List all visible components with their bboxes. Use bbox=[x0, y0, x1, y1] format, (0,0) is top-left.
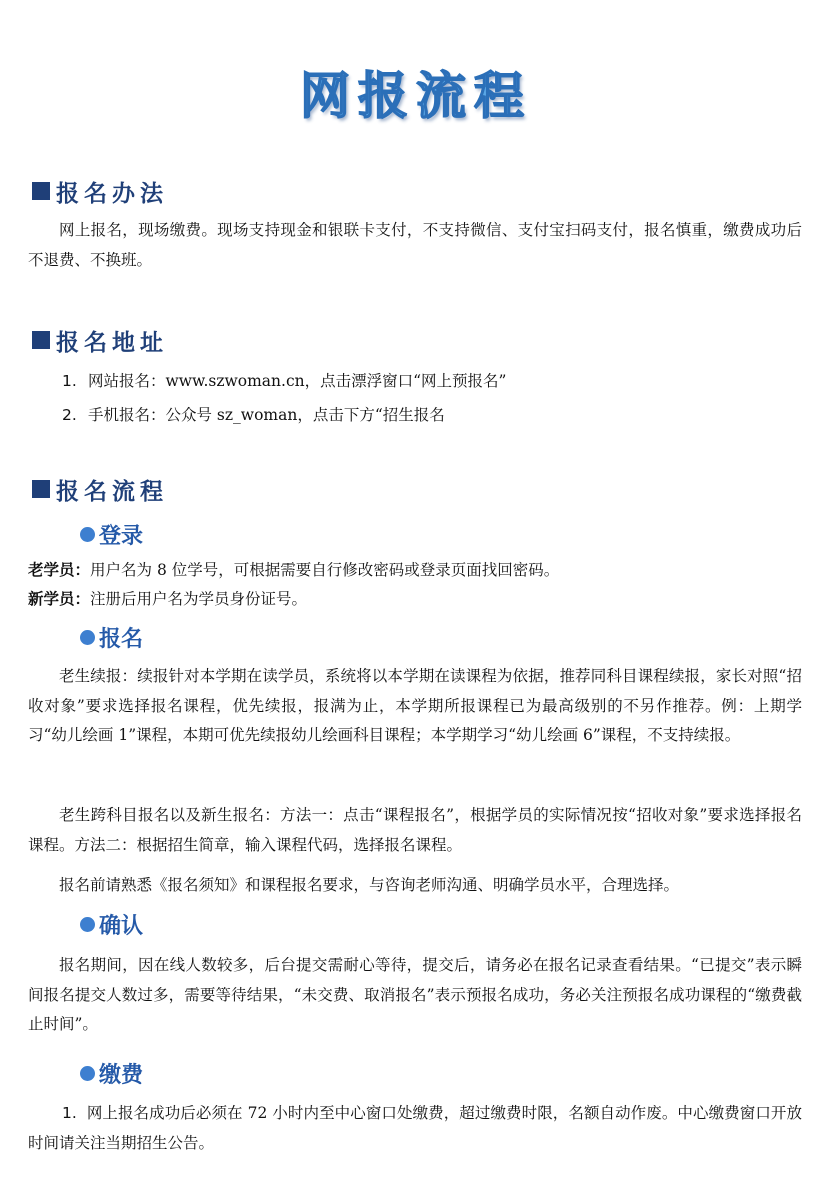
subheading-text: 确认 bbox=[99, 913, 144, 939]
address-item-website bbox=[62, 368, 506, 394]
new-student-label: 新学员： bbox=[28, 589, 91, 608]
square-bullet-icon bbox=[32, 182, 50, 200]
page-title: 网报流程 bbox=[300, 67, 532, 125]
method-paragraph: 网上报名，现场缴费。现场支持现金和银联卡支付，不支持微信、支付宝扫码支付，报名慎重，缴费成功后不退费、不换班。 bbox=[28, 221, 802, 269]
list-number: 1. bbox=[62, 372, 77, 390]
section-heading-text: 报名办法 bbox=[56, 180, 168, 207]
old-student-label: 老学员： bbox=[28, 560, 91, 579]
list-number: 2. bbox=[62, 406, 77, 424]
login-old-student bbox=[28, 557, 802, 583]
subheading-text: 报名 bbox=[99, 626, 144, 652]
circle-bullet-icon bbox=[80, 527, 95, 542]
section-heading-text: 报名地址 bbox=[56, 329, 168, 356]
circle-bullet-icon bbox=[80, 917, 95, 932]
list-number: 1. bbox=[62, 1104, 77, 1122]
circle-bullet-icon bbox=[80, 1066, 95, 1081]
subheading-text: 登录 bbox=[99, 523, 144, 549]
confirm-paragraph: 报名期间，因在线人数较多，后台提交需耐心等待，提交后，请务必在报名记录查看结果。“已提交”表示瞬间报名提交人数过多，需要等待结果，“未交费、取消报名”表示预报名成功，务必关注预报名成功课程的“缴费截止时间”。 bbox=[28, 956, 802, 1033]
section-heading-address bbox=[32, 324, 168, 356]
list-item-text: 网站报名：www.szwoman.cn，点击漂浮窗口“网上预报名” bbox=[88, 372, 507, 390]
subheading-text: 缴费 bbox=[99, 1062, 144, 1088]
square-bullet-icon bbox=[32, 480, 50, 498]
section-heading-text: 报名流程 bbox=[56, 478, 168, 505]
subheading-payment bbox=[80, 1058, 143, 1088]
payment-paragraph bbox=[28, 1098, 802, 1158]
address-item-mobile bbox=[62, 402, 445, 428]
login-new-student bbox=[28, 586, 802, 612]
subheading-confirm bbox=[80, 909, 143, 939]
circle-bullet-icon bbox=[80, 630, 95, 645]
list-item-text: 手机报名：公众号 sz_woman，点击下方“招生报名 bbox=[88, 406, 445, 424]
new-student-text: 注册后用户名为学员身份证号。 bbox=[90, 590, 308, 608]
subheading-signup bbox=[80, 622, 143, 652]
signup-paragraph-renewal: 老生续报：续报针对本学期在读学员，系统将以本学期在读课程为依据，推荐同科目课程续报，家长对照“招收对象”要求选择报名课程，优先续报，报满为止，本学期所报课程已为最高级别的不另作推荐。例：上期学习“幼儿绘画 1”课程，本期可优先续报幼儿绘画科目课程；本学期学习“幼儿绘画 6”课程，不支持续报。 bbox=[28, 667, 802, 744]
square-bullet-icon bbox=[32, 331, 50, 349]
section-heading-method bbox=[32, 175, 168, 207]
payment-text: 网上报名成功后必须在 72 小时内至中心窗口处缴费，超过缴费时限，名额自动作废。中心缴费窗口开放时间请关注当期招生公告。 bbox=[28, 1104, 802, 1152]
old-student-text: 用户名为 8 位学号，可根据需要自行修改密码或登录页面找回密码。 bbox=[90, 561, 560, 579]
signup-paragraph-new: 老生跨科目报名以及新生报名：方法一：点击“课程报名”，根据学员的实际情况按“招收对象”要求选择报名课程。方法二：根据招生简章，输入课程代码，选择报名课程。 bbox=[28, 806, 802, 854]
signup-paragraph-notice: 报名前请熟悉《报名须知》和课程报名要求，与咨询老师沟通、明确学员水平，合理选择。 bbox=[59, 876, 680, 894]
subheading-login bbox=[80, 519, 143, 549]
section-heading-process bbox=[32, 473, 168, 505]
